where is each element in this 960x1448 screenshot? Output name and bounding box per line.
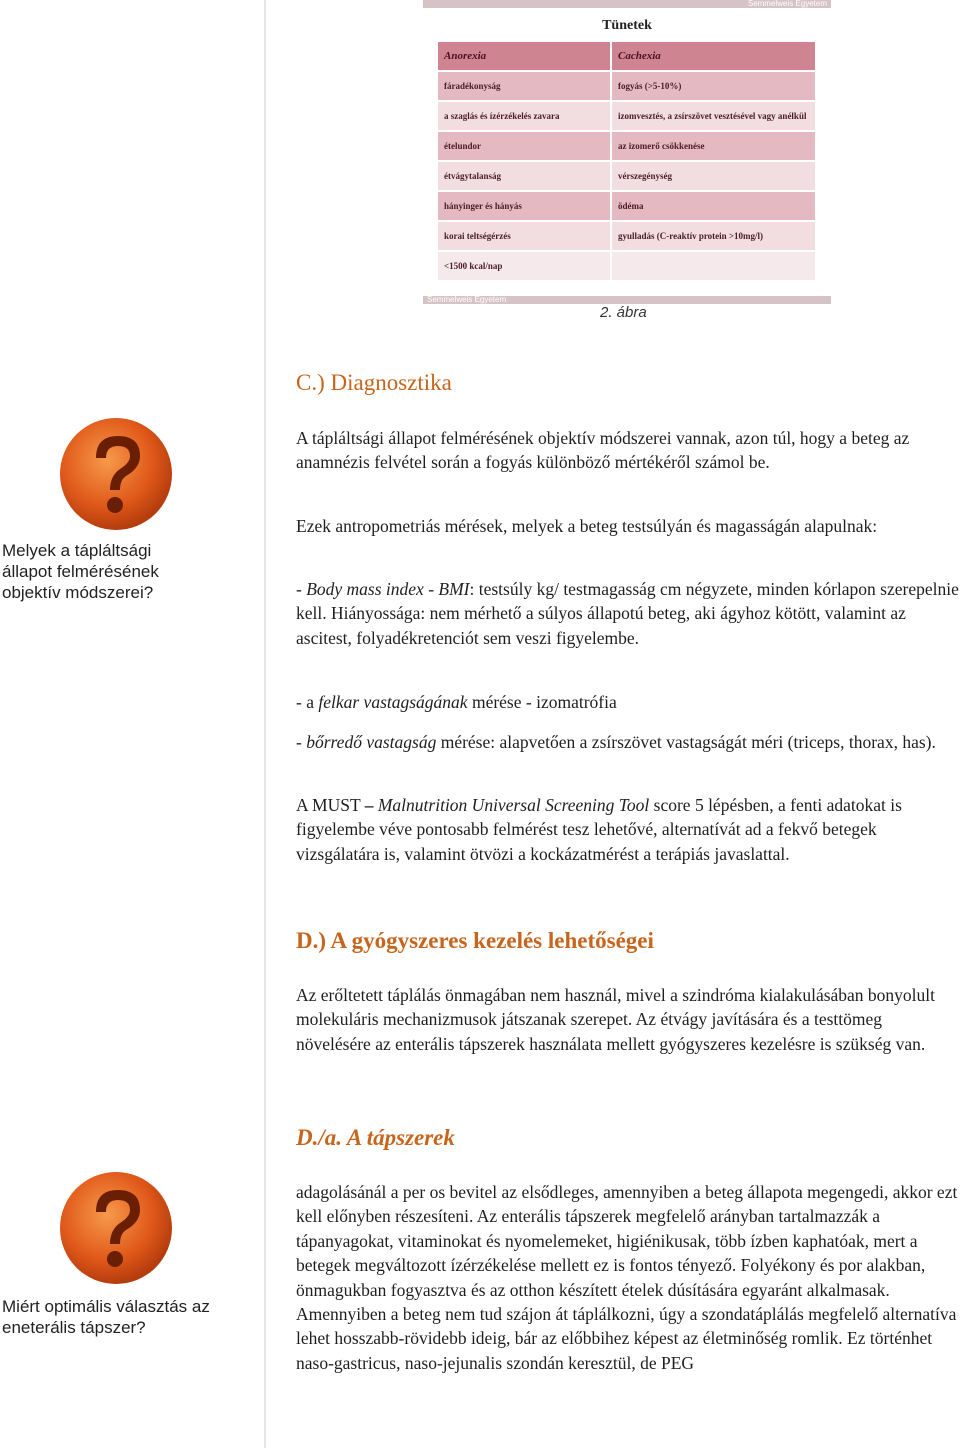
- sidebar-question-1: Melyek a tápláltsági állapot felmérésének objektív módszerei?: [2, 541, 159, 602]
- figure-brand-top: Semmelweis Egyetem: [747, 0, 827, 8]
- table-header-row: [438, 42, 815, 72]
- text-span: - a: [296, 692, 319, 712]
- table-row: [438, 132, 815, 162]
- dash: –: [364, 795, 374, 815]
- text-span: A MUST: [296, 795, 365, 815]
- paragraph: Az erőltetett táplálás önmagában nem használ, mivel a szindróma kialakulásában bonyolult molekuláris mechanizmusok játszanak szerepet. Az étvágy javítására és a testtömeg növelésére az enterális tápszerek használata mellett gyógyszeres kezelésre is szükség van.: [296, 985, 936, 1054]
- italic-term: felkar vastagságának: [318, 692, 468, 712]
- symptoms-figure: [423, 0, 831, 306]
- table-row: [438, 72, 815, 102]
- table-cell: az izomerő csökkenése: [612, 132, 815, 160]
- table-cell: ételundor: [438, 132, 610, 160]
- question-mark-icon: [58, 416, 174, 532]
- table-row: [438, 162, 815, 192]
- table-row: [438, 102, 815, 132]
- italic-term: Body mass index - BMI: [306, 579, 470, 599]
- text-span: -: [296, 732, 307, 752]
- text-span: score 5 lépésben, a fenti adatokat is figyelembe véve pontosabb felmérést tesz lehetővé, alternatívát ad a fekvő betegek vizsgálatára is, valamint ötvözi a kockázatmérést a terápiás javaslattal.: [296, 795, 902, 864]
- table-cell: fogyás (>5-10%): [612, 72, 815, 100]
- figure-title: Tünetek: [602, 18, 652, 33]
- section-heading-diagnosztika: C.) Diagnosztika: [296, 370, 452, 395]
- text-span: -: [296, 579, 307, 599]
- paragraph: Ezek antropometriás mérések, melyek a beteg testsúlyán és magasságán alapulnak:: [296, 516, 878, 536]
- paragraph-borredo: [296, 730, 960, 754]
- table-cell: ödéma: [612, 192, 815, 220]
- paragraph-bmi: [296, 577, 960, 650]
- table-cell: a szaglás és ízérzékelés zavara: [438, 102, 610, 130]
- sidebar-question-2: Miért optimális választás az eneterális tápszer?: [2, 1297, 210, 1337]
- table-cell: izomvesztés, a zsírszövet vesztésével vagy anélkül: [612, 102, 815, 130]
- header-cachexia: Cachexia: [612, 42, 815, 70]
- table-cell: hányinger és hányás: [438, 192, 610, 220]
- table-row: [438, 192, 815, 222]
- paragraph-felkar: [296, 690, 960, 714]
- text-span: : testsúly kg/ testmagasság cm négyzete, minden kórlapon szerepelnie kell. Hiányossága: nem mérhető a súlyos állapotú beteg, aki ágyhoz kötött, valamint az ascitest, folyadékretenciót sem veszi figyelembe.: [296, 579, 959, 648]
- table-cell: fáradékonyság: [438, 72, 610, 100]
- table-cell: étvágytalanság: [438, 162, 610, 190]
- column-divider: [264, 0, 266, 1448]
- table-cell: <1500 kcal/nap: [438, 252, 610, 280]
- table-row: [438, 252, 815, 282]
- question-mark-icon: [58, 1170, 174, 1286]
- table-cell: [612, 252, 815, 280]
- text-span: mérése: alapvetően a zsírszövet vastagságát méri (triceps, thorax, has).: [436, 732, 936, 752]
- header-anorexia: Anorexia: [438, 42, 610, 70]
- table-row: [438, 222, 815, 252]
- figure-brand-bottom: Semmelweis Egyetem: [427, 295, 507, 304]
- paragraph-must: [296, 793, 960, 866]
- symptoms-table: [438, 42, 815, 282]
- paragraph: A tápláltsági állapot felmérésének objektív módszerei vannak, azon túl, hogy a beteg az anamnézis felvétel során a fogyás különböző mértékéről számol be.: [296, 428, 910, 473]
- table-cell: korai teltségérzés: [438, 222, 610, 250]
- section-heading-gyogyszeres: D.) A gyógyszeres kezelés lehetőségei: [296, 928, 654, 953]
- paragraph: adagolásánál a per os bevitel az elsődleges, amennyiben a beteg állapota megengedi, akkor ezt kell előnyben részesíteni. Az enterális tápszerek megfelelő arányban tartalmazzák a tápanyagokat, vitaminokat és nyomelemeket, higiénikusak, több ízben kaphatóak, mert a betegek megváltozott ízérzékelése mellett ez is fontos tényező. Folyékony és por alakban, önmagukban fogyasztva és az otthon készített ételek dúsítására egyaránt alkalmasak. Amennyiben a beteg nem tud szájon át táplálkozni, úgy a szondatáplálás megfelelő alternatíva lehet hosszabb-rövidebb ideig, bár az előbbihez képest az életminőség romlik. Ez történhet naso-gastricus, naso-jejunalis szondán keresztül, de PEG: [296, 1182, 958, 1373]
- text-span: mérése - izomatrófia: [467, 692, 617, 712]
- italic-term: bőrredő vastagság: [306, 732, 437, 752]
- section-heading-tapszerek: D./a. A tápszerek: [296, 1125, 455, 1150]
- table-cell: gyulladás (C-reaktív protein >10mg/l): [612, 222, 815, 250]
- figure-caption: 2. ábra: [600, 304, 647, 321]
- italic-term: Malnutrition Universal Screening Tool: [373, 795, 650, 815]
- table-cell: vérszegénység: [612, 162, 815, 190]
